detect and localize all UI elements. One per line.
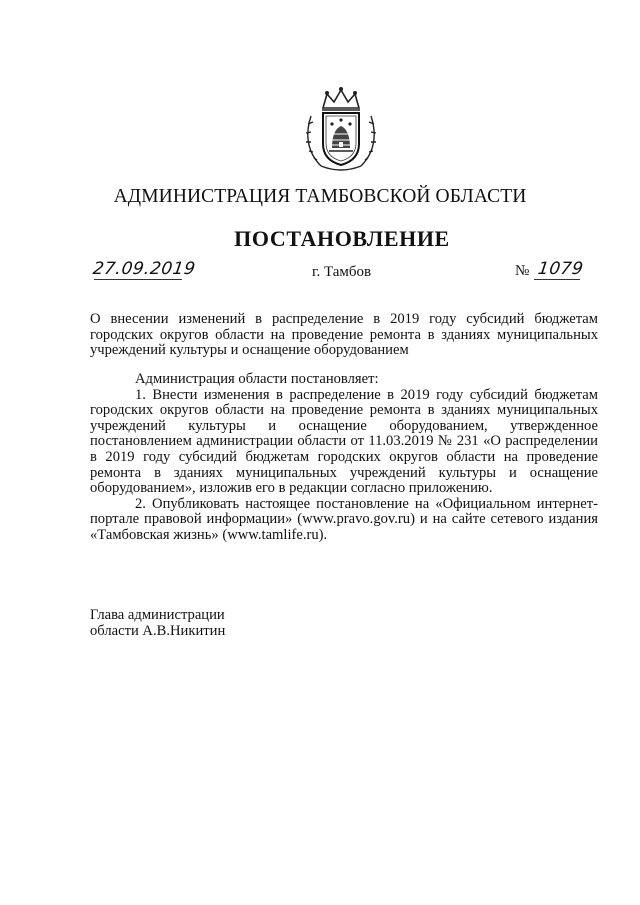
- signature-title: Глава администрации: [90, 607, 225, 623]
- intro-paragraph: Администрация области постановляет:: [135, 371, 379, 387]
- item-1-paragraph: 1. Внести изменения в распределение в 2019 году субсидий бюджетам городских округов области на проведение ремонта в зданиях муниципальных учреждений культуры и оснащение оборудованием, утвержденное постановлением администрации области от 11.03.2019 № 231 «О распределении в 2019 году субсидий бюджетам городских округов области на проведение ремонта в зданиях муниципальных учреждений культуры и оснащение оборудованием», изложив его в редакции согласно приложению.: [90, 386, 598, 497]
- item-2-paragraph: 2. Опубликовать настоящее постановление на «Официальном интернет-портале правовой информации» (www.pravo.gov.ru) и на сайте сетевого издания «Тамбовская жизнь» (www.tamlife.ru).: [90, 495, 598, 543]
- city-label: г. Тамбов: [312, 264, 372, 280]
- signature-block: [90, 608, 225, 639]
- signature-name: области А.В.Никитин: [90, 622, 226, 639]
- resolution-body: [90, 372, 598, 544]
- document-type-heading: ПОСТАНОВЛЕНИЕ: [234, 226, 450, 251]
- handwritten-number: 1079: [536, 259, 585, 279]
- date-underline: [94, 279, 182, 280]
- coat-of-arms-icon: [301, 86, 381, 172]
- number-underline: [534, 279, 580, 280]
- subject-paragraph: О внесении изменений в распределение в 2019 году субсидий бюджетам городских округов области на проведение ремонта в зданиях муниципальных учреждений культуры и оснащение оборудованием: [90, 311, 598, 359]
- handwritten-date: 27.09.2019: [91, 259, 197, 279]
- agency-title: АДМИНИСТРАЦИЯ ТАМБОВСКОЙ ОБЛАСТИ: [113, 186, 527, 207]
- number-label: №: [515, 263, 530, 279]
